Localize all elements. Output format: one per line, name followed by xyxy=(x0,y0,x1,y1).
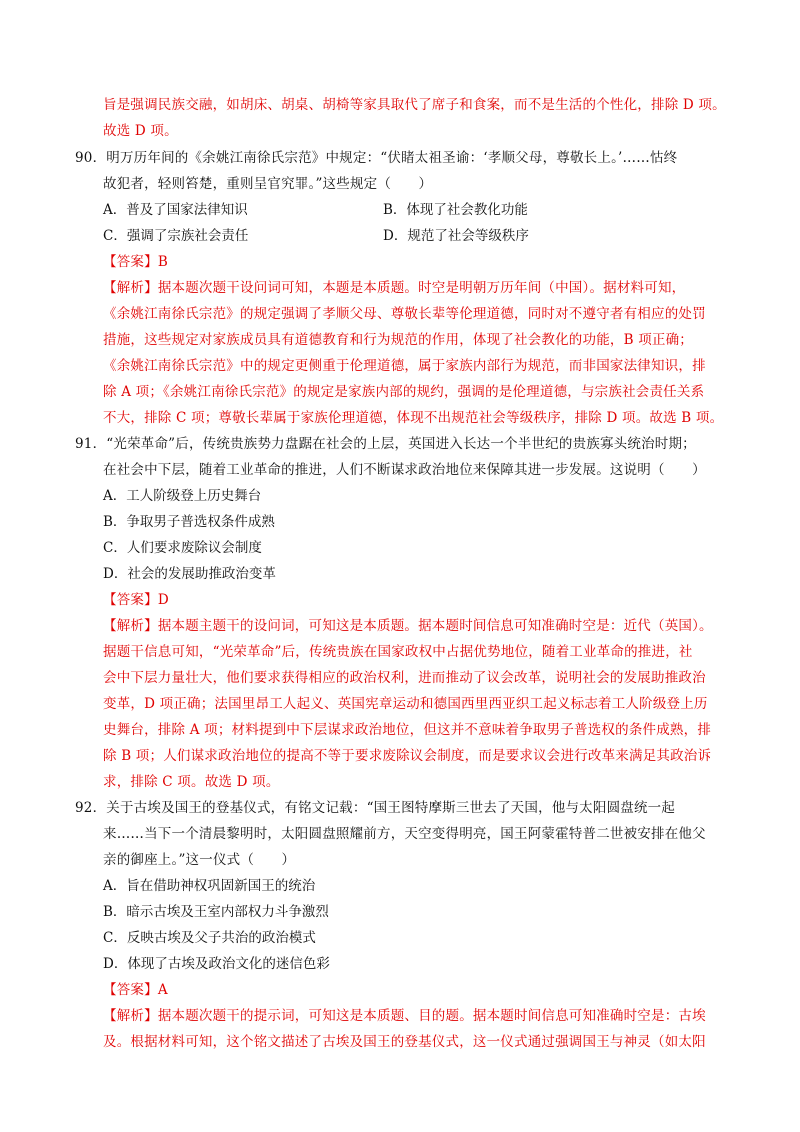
q90-option-c: C．强调了宗族社会责任 xyxy=(103,228,249,244)
q91-analysis-line-1: 【解析】据本题主题干的设问词，可知这是本质题。据本题时间信息可知准确时空是：近代（英国）。 xyxy=(103,618,713,634)
q92-analysis-tag: 【解析】 xyxy=(103,1008,158,1024)
q90-analysis-line-3: 措施，这些规定对家族成员具有道德教育和行为规范的作用，体现了社会教化的功能，B 项正确； xyxy=(103,332,694,348)
q91-analysis-line-7: 求，排除 C 项。故选 D 项。 xyxy=(103,774,280,790)
q91-option-b: B．争取男子普选权条件成熟 xyxy=(103,514,275,530)
q90-analysis-line-1: 【解析】据本题次题干设问词可知，本题是本质题。时空是明朝万历年间（中国）。据材料可知， xyxy=(103,280,686,296)
q90-analysis-line-6: 不大，排除 C 项；尊敬长辈属于家族伦理道德，体现不出规范社会等级秩序，排除 D 项。故选 B 项。 xyxy=(103,410,724,426)
q91-stem-line-2: 在社会中下层，随着工业革命的推进，人们不断谋求政治地位来保障其进一步发展。这说明（ ） xyxy=(103,462,706,478)
q92-option-a: A．旨在借助神权巩固新国王的统治 xyxy=(103,878,316,894)
prev-analysis-line-1: 旨是强调民族交融，如胡床、胡桌、胡椅等家具取代了席子和食案，而不是生活的个性化，排除 D 项。 xyxy=(103,97,726,113)
q91-analysis-line-5: 史舞台，排除 A 项；材料提到中下层谋求政治地位，但这并不意味着争取男子普选权的条件成熟，排 xyxy=(103,722,712,738)
q92-analysis-line-2: 及。根据材料可知，这个铭文描述了古埃及国王的登基仪式，这一仪式通过强调国王与神灵（如太阳 xyxy=(103,1034,706,1050)
q91-answer xyxy=(103,590,169,610)
q92-stem-line-1 xyxy=(75,798,675,818)
q90-option-d: D．规范了社会等级秩序 xyxy=(383,228,529,244)
q91-analysis-line-6: 除 B 项；人们谋求政治地位的提高不等于要求废除议会制度，而是要求议会进行改革来满足其政治诉 xyxy=(103,748,712,764)
q91-stem-line-1 xyxy=(75,434,696,454)
q91-option-d: D．社会的发展助推政治变革 xyxy=(103,566,276,582)
q91-answer-tag: 【答案】 xyxy=(103,592,158,608)
q92-option-b: B．暗示古埃及王室内部权力斗争激烈 xyxy=(103,904,329,920)
q90-analysis-tag: 【解析】 xyxy=(103,280,158,296)
q92-stem-text-1: 关于古埃及国王的登基仪式，有铭文记载：“国王图特摩斯三世去了天国，他与太阳圆盘统一起 xyxy=(106,800,676,816)
q92-stem-line-3: 亲的御座上。”这一仪式（ ） xyxy=(103,852,296,868)
q91-stem-text-1: “光荣革命”后，传统贵族势力盘踞在社会的上层，英国进入长达一个半世纪的贵族寡头统治时期； xyxy=(106,436,696,452)
q90-answer-value: B xyxy=(157,254,168,270)
q92-number: 92． xyxy=(75,800,107,816)
q90-answer-tag: 【答案】 xyxy=(103,254,158,270)
q90-stem-line-1 xyxy=(75,148,677,168)
q91-analysis-tag: 【解析】 xyxy=(103,618,158,634)
q90-analysis-line-4: 《余姚江南徐氏宗范》中的规定更侧重于伦理道德，属于家族内部行为规范，而非国家法律知识，排 xyxy=(103,358,706,374)
q90-analysis-line-5: 除 A 项；《余姚江南徐氏宗范》的规定是家族内部的规约，强调的是伦理道德，与宗族社会责任关系 xyxy=(103,384,705,400)
q90-stem-line-2: 故犯者，轻则笞楚，重则呈官究罪。”这些规定（ ） xyxy=(103,176,433,192)
q92-option-d: D．体现了古埃及政治文化的迷信色彩 xyxy=(103,956,330,972)
q91-option-c: C．人们要求废除议会制度 xyxy=(103,540,262,556)
q92-answer-value: A xyxy=(157,982,168,998)
q91-number: 91． xyxy=(75,436,107,452)
q91-analysis-line-4: 变革，D 项正确；法国里昂工人起义、英国宪章运动和德国西里西亚织工起义标志着工人阶级登上历 xyxy=(103,696,708,712)
q91-answer-value: D xyxy=(157,592,169,608)
q92-answer-tag: 【答案】 xyxy=(103,982,158,998)
q90-stem-text-1: 明万历年间的《余姚江南徐氏宗范》中规定：“伏睹太祖圣谕：‘孝顺父母，尊敬长上。’……怙终 xyxy=(106,150,678,166)
q92-answer xyxy=(103,980,168,1000)
q90-analysis-line-2: 《余姚江南徐氏宗范》的规定强调了孝顺父母、尊敬长辈等伦理道德，同时对不遵守者有相应的处罚 xyxy=(103,306,706,322)
q92-analysis-line-1: 【解析】据本题次题干的提示词，可知这是本质题、目的题。据本题时间信息可知准确时空是：古埃 xyxy=(103,1008,706,1024)
q90-number: 90． xyxy=(75,150,107,166)
q92-option-c: C．反映古埃及父子共治的政治模式 xyxy=(103,930,316,946)
q90-option-b: B．体现了社会教化功能 xyxy=(383,202,528,218)
q90-option-a: A．普及了国家法律知识 xyxy=(103,202,248,218)
q91-analysis-line-3: 会中下层力量壮大，他们要求获得相应的政治权利，进而推动了议会改革，说明社会的发展助推政治 xyxy=(103,670,706,686)
q91-option-a: A．工人阶级登上历史舞台 xyxy=(103,488,262,504)
prev-analysis-line-2: 故选 D 项。 xyxy=(103,123,178,139)
q90-answer xyxy=(103,252,168,272)
q91-analysis-line-2: 据题干信息可知，“光荣革命”后，传统贵族在国家政权中占据优势地位，随着工业革命的推进，社 xyxy=(103,644,693,660)
q92-stem-line-2: 来……当下一个清晨黎明时，太阳圆盘照耀前方，天空变得明亮，国王阿蒙霍特普二世被安排在他父 xyxy=(103,826,706,842)
